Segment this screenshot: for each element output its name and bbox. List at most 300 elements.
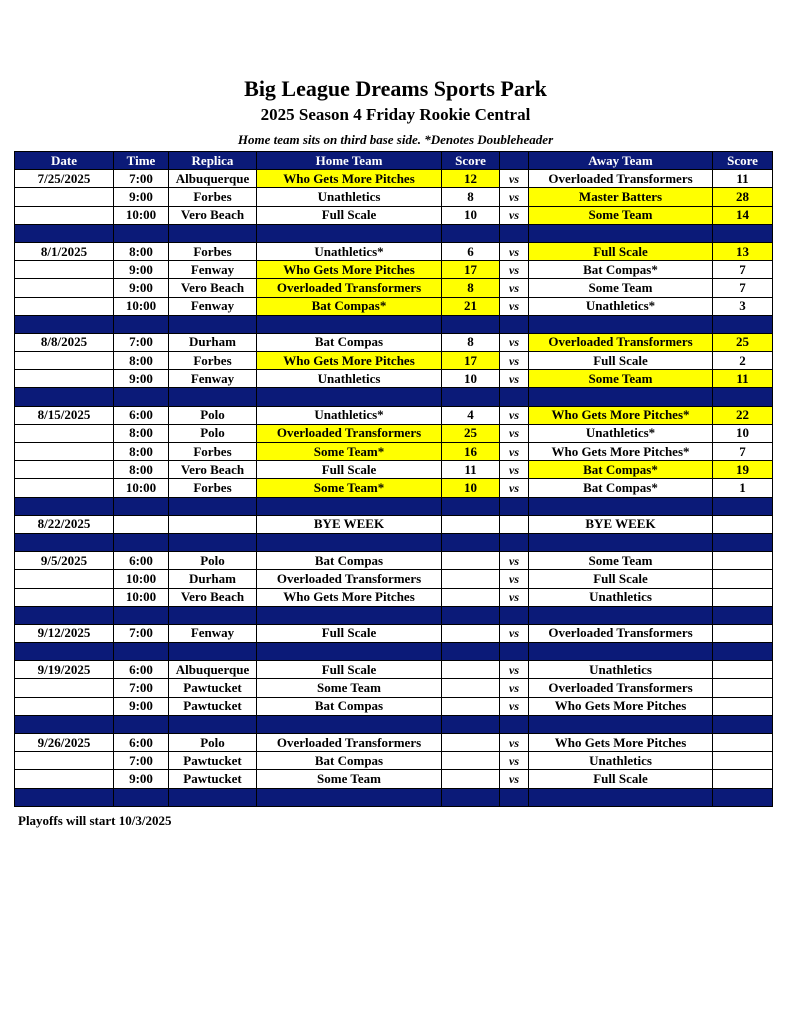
game-replica: Vero Beach [169, 206, 257, 224]
separator-cell [169, 533, 257, 551]
home-team: Full Scale [257, 661, 442, 679]
game-time: 9:00 [114, 370, 169, 388]
separator-cell [442, 788, 500, 806]
schedule-body [15, 170, 773, 807]
away-team: Some Team [529, 206, 713, 224]
away-score [713, 697, 773, 715]
game-time: 7:00 [114, 170, 169, 188]
separator-cell [15, 224, 114, 242]
separator-cell [529, 315, 713, 333]
home-team: Who Gets More Pitches [257, 170, 442, 188]
game-replica: Pawtucket [169, 679, 257, 697]
game-date [15, 370, 114, 388]
week-separator [15, 788, 773, 806]
separator-cell [500, 315, 529, 333]
separator-cell [500, 606, 529, 624]
away-team: Bat Compas* [529, 479, 713, 497]
separator-cell [257, 606, 442, 624]
game-time: 9:00 [114, 279, 169, 297]
home-team: Bat Compas [257, 333, 442, 351]
game-time: 8:00 [114, 443, 169, 461]
game-replica: Vero Beach [169, 461, 257, 479]
separator-cell [257, 315, 442, 333]
col-header-time: Time [114, 152, 169, 170]
separator-cell [114, 224, 169, 242]
separator-cell [15, 533, 114, 551]
home-team: BYE WEEK [257, 515, 442, 533]
game-row [15, 588, 773, 606]
game-date [15, 770, 114, 788]
vs-label: vs [500, 479, 529, 497]
separator-cell [713, 643, 773, 661]
game-replica: Albuquerque [169, 170, 257, 188]
home-team: Bat Compas [257, 552, 442, 570]
page-title: Big League Dreams Sports Park [244, 76, 547, 101]
game-date: 9/26/2025 [15, 734, 114, 752]
separator-cell [169, 315, 257, 333]
game-replica: Durham [169, 570, 257, 588]
game-date [15, 206, 114, 224]
game-time: 10:00 [114, 479, 169, 497]
separator-cell [257, 533, 442, 551]
week-separator [15, 315, 773, 333]
away-team: Who Gets More Pitches* [529, 443, 713, 461]
game-replica: Fenway [169, 261, 257, 279]
home-score: 10 [442, 479, 500, 497]
vs-label: vs [500, 697, 529, 715]
game-row [15, 352, 773, 370]
game-row [15, 479, 773, 497]
game-row [15, 752, 773, 770]
away-score: 3 [713, 297, 773, 315]
home-score: 8 [442, 333, 500, 351]
vs-label: vs [500, 242, 529, 260]
home-score: 10 [442, 370, 500, 388]
col-header-away-score: Score [713, 152, 773, 170]
game-date: 9/5/2025 [15, 552, 114, 570]
separator-cell [529, 715, 713, 733]
game-replica: Pawtucket [169, 752, 257, 770]
game-row [15, 170, 773, 188]
separator-cell [257, 643, 442, 661]
home-team: Some Team [257, 679, 442, 697]
game-row [15, 697, 773, 715]
vs-label: vs [500, 352, 529, 370]
separator-cell [713, 533, 773, 551]
game-date [15, 752, 114, 770]
away-team: Unathletics* [529, 297, 713, 315]
away-team: Some Team [529, 552, 713, 570]
playoffs-note: Playoffs will start 10/3/2025 [18, 813, 172, 828]
col-header-away-team: Away Team [529, 152, 713, 170]
game-row [15, 552, 773, 570]
game-date [15, 188, 114, 206]
game-date [15, 424, 114, 442]
away-score [713, 515, 773, 533]
home-score [442, 661, 500, 679]
separator-cell [442, 715, 500, 733]
separator-cell [442, 643, 500, 661]
table-header-row [15, 152, 773, 170]
game-time: 8:00 [114, 242, 169, 260]
away-team: Full Scale [529, 242, 713, 260]
separator-cell [169, 715, 257, 733]
separator-cell [257, 788, 442, 806]
away-team: Some Team [529, 279, 713, 297]
home-score [442, 697, 500, 715]
away-score: 28 [713, 188, 773, 206]
home-team: Bat Compas [257, 697, 442, 715]
home-team: Who Gets More Pitches [257, 352, 442, 370]
game-replica: Pawtucket [169, 770, 257, 788]
game-date: 9/12/2025 [15, 624, 114, 642]
home-team: Overloaded Transformers [257, 734, 442, 752]
home-score [442, 679, 500, 697]
home-team: Overloaded Transformers [257, 570, 442, 588]
game-row [15, 443, 773, 461]
separator-cell [114, 643, 169, 661]
game-time: 7:00 [114, 752, 169, 770]
col-header-date: Date [15, 152, 114, 170]
home-team: Full Scale [257, 624, 442, 642]
game-replica: Fenway [169, 624, 257, 642]
home-score [442, 734, 500, 752]
game-time: 6:00 [114, 661, 169, 679]
vs-label: vs [500, 752, 529, 770]
home-team: Bat Compas [257, 752, 442, 770]
separator-cell [529, 643, 713, 661]
game-time: 6:00 [114, 552, 169, 570]
game-date [15, 588, 114, 606]
vs-label: vs [500, 770, 529, 788]
separator-cell [15, 388, 114, 406]
home-team: Overloaded Transformers [257, 424, 442, 442]
game-replica: Vero Beach [169, 588, 257, 606]
vs-label: vs [500, 424, 529, 442]
away-score: 7 [713, 443, 773, 461]
game-replica: Polo [169, 552, 257, 570]
away-score [713, 752, 773, 770]
away-score: 1 [713, 479, 773, 497]
game-replica: Forbes [169, 479, 257, 497]
away-score [713, 770, 773, 788]
vs-label: vs [500, 443, 529, 461]
away-team: Full Scale [529, 352, 713, 370]
home-score [442, 624, 500, 642]
home-team: Bat Compas* [257, 297, 442, 315]
game-time: 10:00 [114, 297, 169, 315]
separator-cell [500, 788, 529, 806]
game-date [15, 261, 114, 279]
game-replica: Fenway [169, 370, 257, 388]
game-replica: Forbes [169, 188, 257, 206]
away-team: Unathletics [529, 588, 713, 606]
separator-cell [442, 606, 500, 624]
game-time: 7:00 [114, 679, 169, 697]
away-score: 11 [713, 370, 773, 388]
game-row [15, 570, 773, 588]
game-date: 7/25/2025 [15, 170, 114, 188]
home-score [442, 752, 500, 770]
page-subtitle: 2025 Season 4 Friday Rookie Central [260, 105, 531, 124]
away-team: Full Scale [529, 570, 713, 588]
game-replica: Vero Beach [169, 279, 257, 297]
game-time: 7:00 [114, 624, 169, 642]
game-row [15, 188, 773, 206]
away-score [713, 552, 773, 570]
game-replica: Polo [169, 424, 257, 442]
separator-cell [442, 533, 500, 551]
away-score [713, 570, 773, 588]
separator-cell [114, 388, 169, 406]
game-replica: Polo [169, 734, 257, 752]
vs-label: vs [500, 588, 529, 606]
separator-cell [169, 788, 257, 806]
separator-cell [15, 606, 114, 624]
game-time: 9:00 [114, 261, 169, 279]
week-separator [15, 606, 773, 624]
vs-label: vs [500, 297, 529, 315]
separator-cell [257, 497, 442, 515]
col-header-home-score: Score [442, 152, 500, 170]
game-date [15, 479, 114, 497]
game-date [15, 352, 114, 370]
separator-cell [114, 315, 169, 333]
game-time: 10:00 [114, 206, 169, 224]
game-replica: Albuquerque [169, 661, 257, 679]
away-score: 7 [713, 279, 773, 297]
separator-cell [713, 788, 773, 806]
col-header-vs [500, 152, 529, 170]
game-time: 7:00 [114, 333, 169, 351]
game-replica: Forbes [169, 352, 257, 370]
game-row [15, 242, 773, 260]
home-score: 16 [442, 443, 500, 461]
game-row [15, 661, 773, 679]
game-date [15, 570, 114, 588]
away-score [713, 679, 773, 697]
separator-cell [15, 788, 114, 806]
away-score: 10 [713, 424, 773, 442]
game-replica: Forbes [169, 242, 257, 260]
separator-cell [15, 715, 114, 733]
game-row [15, 297, 773, 315]
home-score [442, 570, 500, 588]
game-date: 8/1/2025 [15, 242, 114, 260]
game-replica [169, 515, 257, 533]
game-time: 10:00 [114, 570, 169, 588]
away-team: Master Batters [529, 188, 713, 206]
game-time: 8:00 [114, 461, 169, 479]
home-score: 6 [442, 242, 500, 260]
away-team: Bat Compas* [529, 261, 713, 279]
col-header-home-team: Home Team [257, 152, 442, 170]
away-team: Who Gets More Pitches [529, 734, 713, 752]
away-team: Unathletics [529, 752, 713, 770]
schedule-note: Home team sits on third base side. *Denotes Doubleheader [237, 132, 554, 147]
vs-label: vs [500, 370, 529, 388]
separator-cell [169, 606, 257, 624]
game-date: 8/22/2025 [15, 515, 114, 533]
game-time: 10:00 [114, 588, 169, 606]
separator-cell [169, 224, 257, 242]
separator-cell [529, 788, 713, 806]
separator-cell [529, 224, 713, 242]
home-score: 8 [442, 188, 500, 206]
col-header-replica: Replica [169, 152, 257, 170]
away-team: Who Gets More Pitches [529, 697, 713, 715]
away-team: BYE WEEK [529, 515, 713, 533]
away-score: 22 [713, 406, 773, 424]
game-row [15, 206, 773, 224]
game-date: 8/15/2025 [15, 406, 114, 424]
separator-cell [529, 497, 713, 515]
home-score: 4 [442, 406, 500, 424]
separator-cell [529, 388, 713, 406]
separator-cell [442, 388, 500, 406]
home-score: 21 [442, 297, 500, 315]
separator-cell [15, 643, 114, 661]
week-separator [15, 497, 773, 515]
separator-cell [500, 388, 529, 406]
home-team: Some Team [257, 770, 442, 788]
game-date [15, 279, 114, 297]
home-score [442, 588, 500, 606]
game-row [15, 279, 773, 297]
home-score [442, 770, 500, 788]
separator-cell [114, 533, 169, 551]
game-date [15, 297, 114, 315]
week-separator [15, 388, 773, 406]
vs-label: vs [500, 461, 529, 479]
game-row [15, 424, 773, 442]
away-score: 25 [713, 333, 773, 351]
schedule-table [14, 151, 773, 807]
away-team: Unathletics [529, 661, 713, 679]
away-score: 2 [713, 352, 773, 370]
separator-cell [500, 715, 529, 733]
game-row [15, 734, 773, 752]
away-team: Full Scale [529, 770, 713, 788]
home-score: 17 [442, 352, 500, 370]
away-team: Overloaded Transformers [529, 624, 713, 642]
away-team: Who Gets More Pitches* [529, 406, 713, 424]
separator-cell [114, 715, 169, 733]
game-replica: Fenway [169, 297, 257, 315]
away-score: 7 [713, 261, 773, 279]
vs-label: vs [500, 279, 529, 297]
game-time: 9:00 [114, 770, 169, 788]
vs-label: vs [500, 188, 529, 206]
home-score: 11 [442, 461, 500, 479]
game-replica: Pawtucket [169, 697, 257, 715]
separator-cell [169, 388, 257, 406]
home-team: Unathletics* [257, 242, 442, 260]
away-team: Bat Compas* [529, 461, 713, 479]
week-separator [15, 643, 773, 661]
home-team: Unathletics* [257, 406, 442, 424]
game-row [15, 679, 773, 697]
game-replica: Polo [169, 406, 257, 424]
game-time: 9:00 [114, 188, 169, 206]
game-time: 6:00 [114, 406, 169, 424]
home-team: Full Scale [257, 461, 442, 479]
away-team: Overloaded Transformers [529, 333, 713, 351]
game-row [15, 770, 773, 788]
game-time [114, 515, 169, 533]
separator-cell [713, 497, 773, 515]
vs-label: vs [500, 261, 529, 279]
away-score [713, 734, 773, 752]
separator-cell [442, 315, 500, 333]
separator-cell [529, 606, 713, 624]
game-replica: Forbes [169, 443, 257, 461]
game-date [15, 443, 114, 461]
game-row [15, 515, 773, 533]
away-score: 14 [713, 206, 773, 224]
vs-label: vs [500, 170, 529, 188]
game-replica: Durham [169, 333, 257, 351]
vs-label: vs [500, 734, 529, 752]
separator-cell [442, 497, 500, 515]
home-score: 25 [442, 424, 500, 442]
separator-cell [500, 643, 529, 661]
away-team: Overloaded Transformers [529, 170, 713, 188]
vs-label: vs [500, 570, 529, 588]
game-row [15, 406, 773, 424]
game-date [15, 461, 114, 479]
game-date [15, 679, 114, 697]
away-team: Some Team [529, 370, 713, 388]
away-score [713, 588, 773, 606]
home-score: 8 [442, 279, 500, 297]
separator-cell [500, 224, 529, 242]
away-score [713, 624, 773, 642]
home-team: Overloaded Transformers [257, 279, 442, 297]
week-separator [15, 533, 773, 551]
vs-label: vs [500, 333, 529, 351]
game-row [15, 370, 773, 388]
separator-cell [257, 224, 442, 242]
week-separator [15, 715, 773, 733]
game-date [15, 697, 114, 715]
separator-cell [713, 715, 773, 733]
vs-label: vs [500, 206, 529, 224]
home-team: Who Gets More Pitches [257, 588, 442, 606]
home-team: Unathletics [257, 188, 442, 206]
game-row [15, 624, 773, 642]
game-row [15, 461, 773, 479]
away-score: 19 [713, 461, 773, 479]
game-row [15, 333, 773, 351]
separator-cell [169, 497, 257, 515]
separator-cell [114, 788, 169, 806]
home-team: Full Scale [257, 206, 442, 224]
vs-label: vs [500, 679, 529, 697]
away-team: Overloaded Transformers [529, 679, 713, 697]
away-score: 13 [713, 242, 773, 260]
home-score [442, 552, 500, 570]
vs-label [500, 515, 529, 533]
game-time: 6:00 [114, 734, 169, 752]
game-date: 9/19/2025 [15, 661, 114, 679]
game-time: 8:00 [114, 424, 169, 442]
vs-label: vs [500, 406, 529, 424]
week-separator [15, 224, 773, 242]
separator-cell [257, 715, 442, 733]
away-score: 11 [713, 170, 773, 188]
separator-cell [15, 315, 114, 333]
